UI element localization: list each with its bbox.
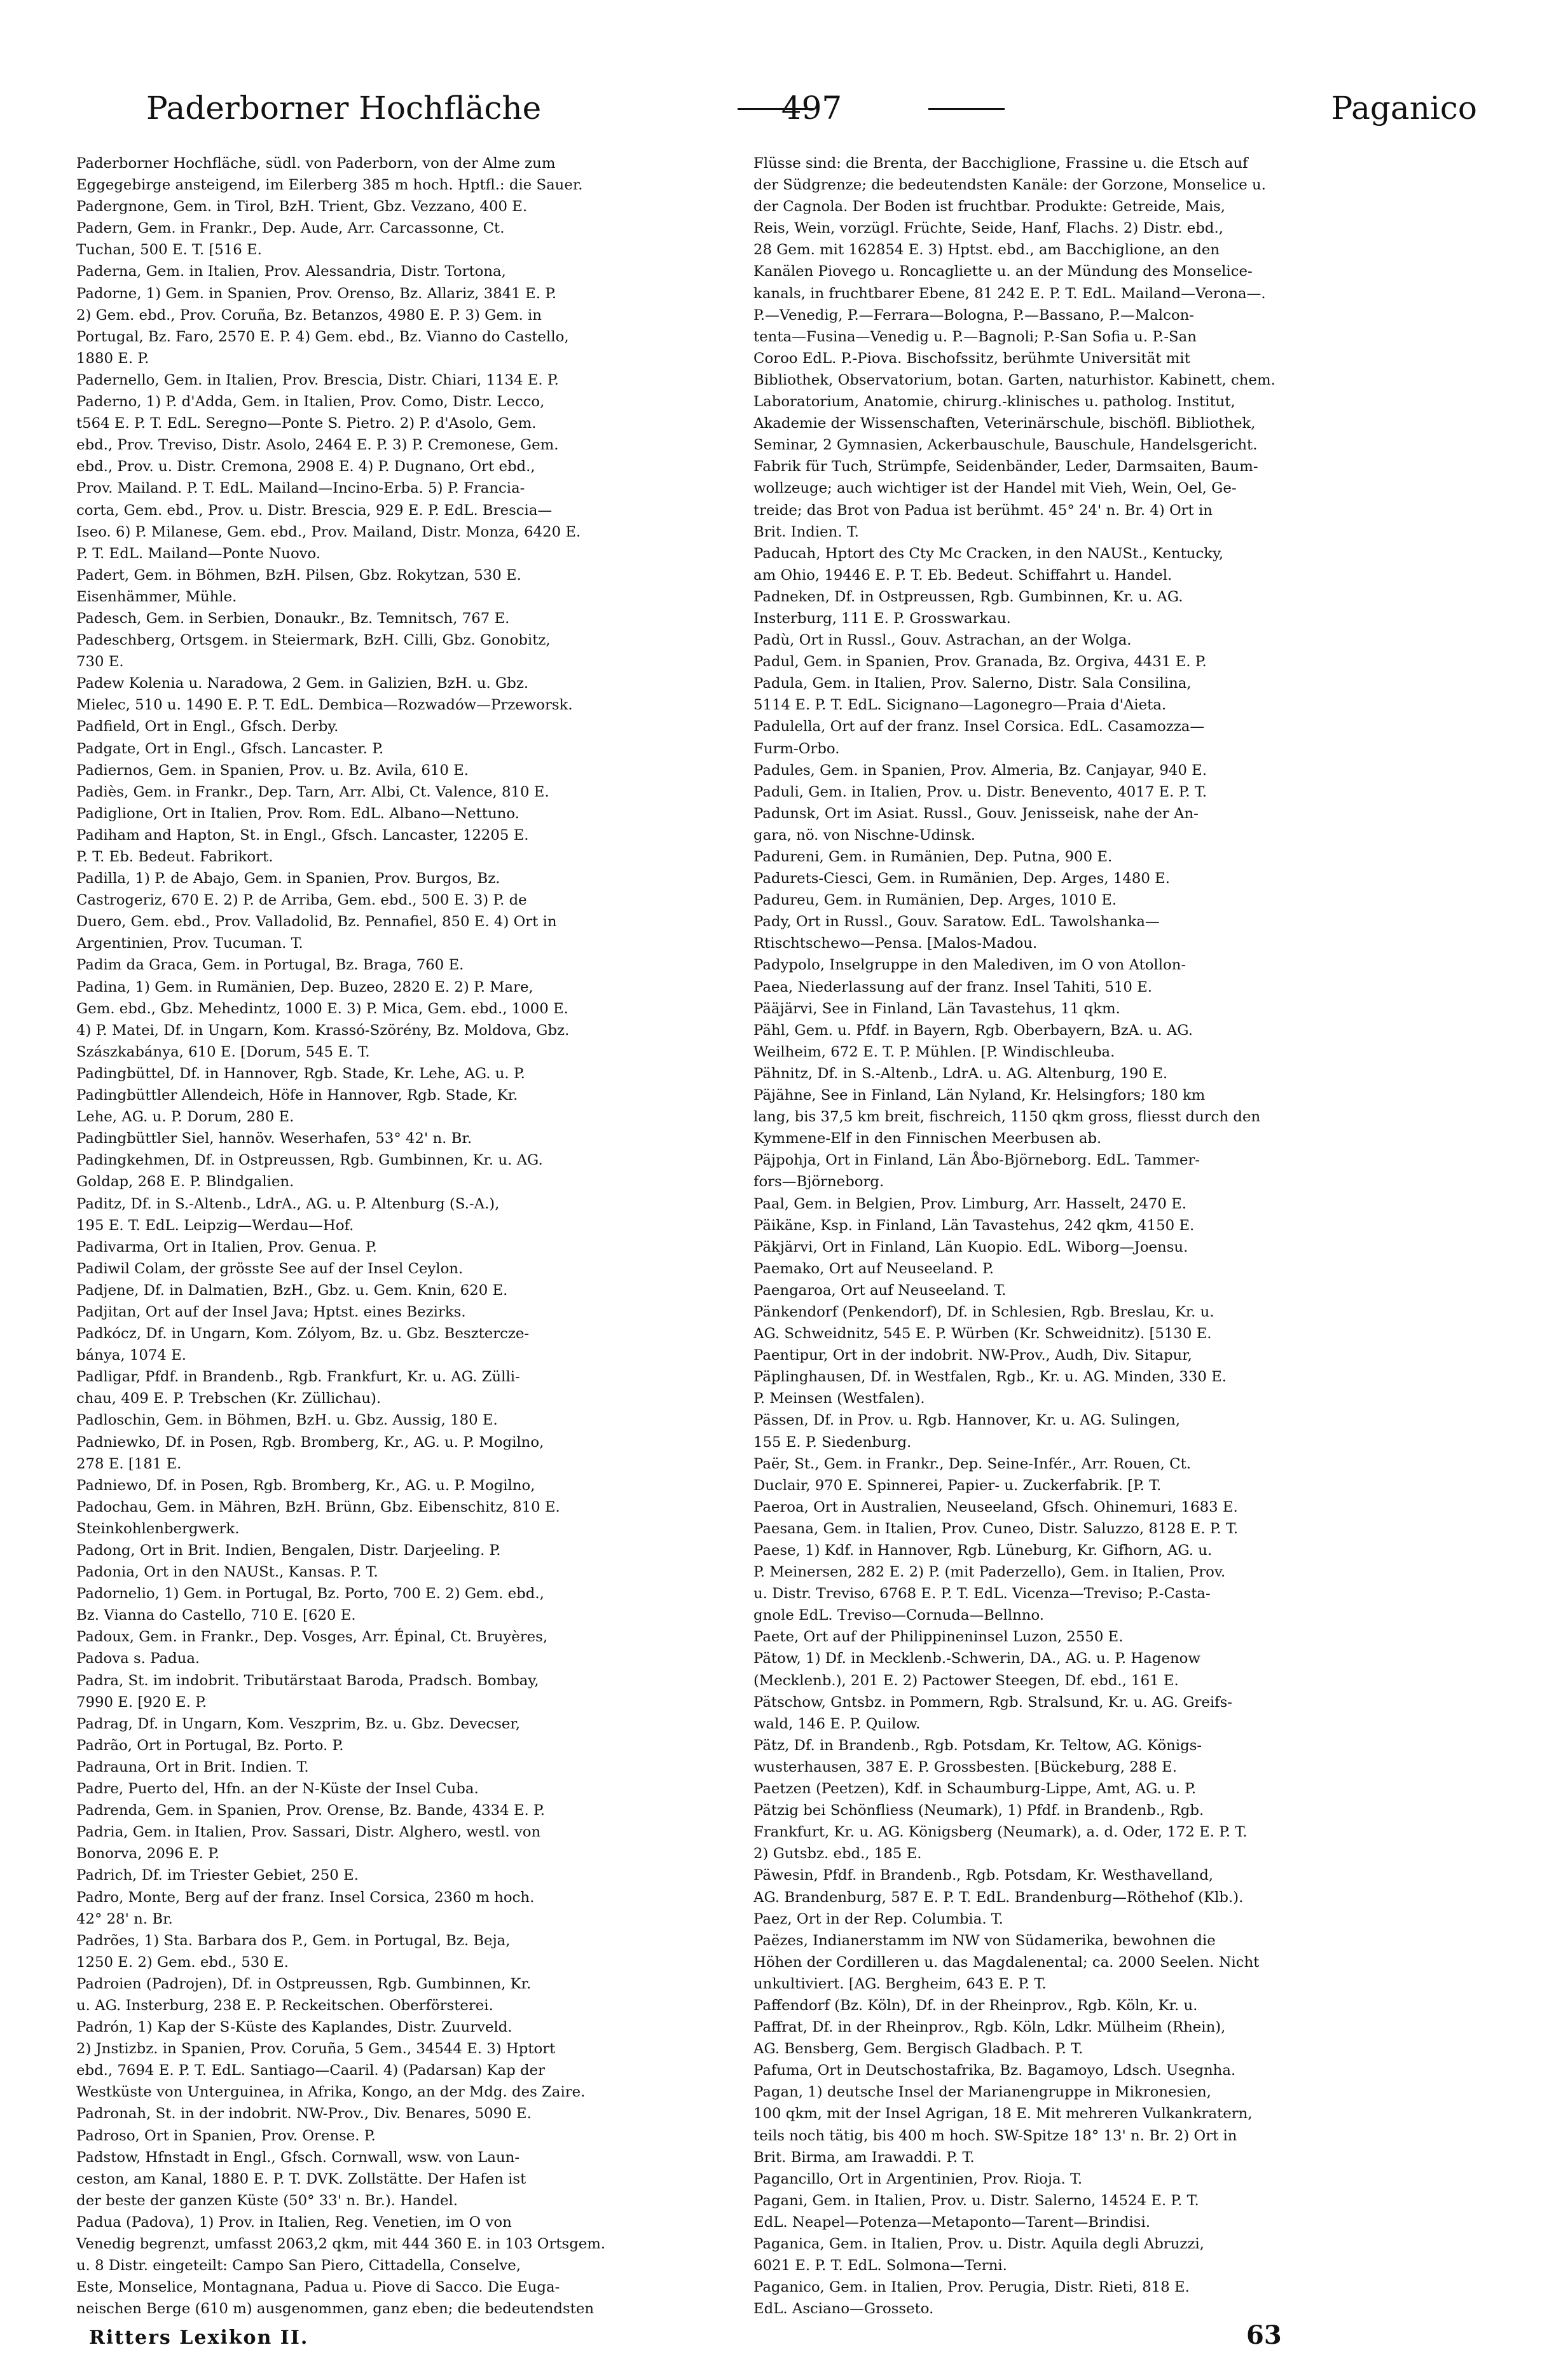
- text-line: ebd., 7694 E. P. T. EdL. Santiago—Caaril. 4) (Padarsan) Kap der: [76, 2062, 545, 2079]
- text-line: Padria, Gem. in Italien, Prov. Sassari, Distr. Alghero, westl. von: [76, 1824, 541, 1841]
- text-line: (Mecklenb.), 201 E. 2) Pactower Steegen, Df. ebd., 161 E.: [753, 1672, 1179, 1689]
- text-line: EdL. Neapel—Potenza—Metaponto—Tarent—Brindisi.: [753, 2213, 1151, 2231]
- text-line: wollzeuge; auch wichtiger ist der Handel mit Vieh, Wein, Oel, Ge-: [753, 480, 1237, 497]
- text-line: Padro, Monte, Berg auf der franz. Insel Corsica, 2360 m hoch.: [76, 1889, 535, 1906]
- text-line: Höhen der Cordilleren u. das Magdalenental; ca. 2000 Seelen. Nicht: [753, 1953, 1260, 1971]
- text-line: 42° 28' n. Br.: [76, 1910, 173, 1927]
- text-line: kanals, in fruchtbarer Ebene, 81 242 E. P. T. EdL. Mailand—Verona—.: [753, 285, 1266, 302]
- text-line: Padules, Gem. in Spanien, Prov. Almeria, Bz. Canjayar, 940 E.: [753, 762, 1207, 779]
- text-line: Pätz, Df. in Brandenb., Rgb. Potsdam, Kr. Teltow, AG. Königs-: [753, 1737, 1202, 1754]
- text-line: Pagancillo, Ort in Argentinien, Prov. Rioja. T.: [753, 2170, 1083, 2187]
- text-line: der Südgrenze; die bedeutendsten Kanäle: der Gorzone, Monselice u.: [753, 177, 1266, 194]
- text-line: AG. Schweidnitz, 545 E. P. Würben (Kr. Schweidnitz). [5130 E.: [753, 1325, 1212, 1343]
- text-line: tenta—Fusina—Venedig u. P.—Bagnoli; P.-San Sofia u. P.-San: [753, 328, 1197, 345]
- text-line: 28 Gem. mit 162854 E. 3) Hptst. ebd., am Bacchiglione, an den: [753, 242, 1220, 259]
- text-line: 1250 E. 2) Gem. ebd., 530 E.: [76, 1953, 289, 1971]
- text-line: Pätzig bei Schönfliess (Neumark), 1) Pfdf. in Brandenb., Rgb.: [753, 1802, 1204, 1819]
- text-line: Padim da Graca, Gem. in Portugal, Bz. Braga, 760 E.: [76, 957, 464, 974]
- text-line: Paete, Ort auf der Philippineninsel Luzon, 2550 E.: [753, 1629, 1124, 1646]
- footer-sheet-number: 63: [1246, 2320, 1282, 2350]
- text-line: Päikäne, Ksp. in Finland, Län Tavastehus, 242 qkm, 4150 E.: [753, 1217, 1195, 1234]
- text-line: u. Distr. Treviso, 6768 E. P. T. EdL. Vicenza—Treviso; P.-Casta-: [753, 1585, 1211, 1603]
- text-line: wusterhausen, 387 E. P. Grossbesten. [Bückeburg, 288 E.: [753, 1758, 1178, 1775]
- text-line: Padiès, Gem. in Frankr., Dep. Tarn, Arr. Albi, Ct. Valence, 810 E.: [76, 783, 549, 800]
- text-line: Padulella, Ort auf der franz. Insel Corsica. EdL. Casamozza—: [753, 718, 1205, 735]
- text-line: Brit. Birma, am Irawaddi. P. T.: [753, 2149, 975, 2166]
- text-line: P. Meinersen, 282 E. 2) P. (mit Paderzello), Gem. in Italien, Prov.: [753, 1564, 1226, 1581]
- text-line: 155 E. P. Siedenburg.: [753, 1433, 912, 1451]
- text-line: Iseo. 6) P. Milanese, Gem. ebd., Prov. Mailand, Distr. Monza, 6420 E.: [76, 523, 581, 540]
- text-line: gara, nö. von Nischne-Udinsk.: [753, 826, 975, 844]
- text-line: der beste der ganzen Küste (50° 33' n. Br.). Handel.: [76, 2192, 458, 2209]
- text-line: Padova s. Padua.: [76, 1650, 200, 1667]
- text-line: Padilla, 1) P. de Abajo, Gem. in Spanien, Prov. Burgos, Bz.: [76, 870, 500, 887]
- text-line: corta, Gem. ebd., Prov. u. Distr. Brescia, 929 E. P. EdL. Brescia—: [76, 502, 553, 519]
- text-line: Paditz, Df. in S.-Altenb., LdrA., AG. u. P. Altenburg (S.-A.),: [76, 1195, 500, 1212]
- text-line: Duclair, 970 E. Spinnerei, Papier- u. Zuckerfabrik. [P. T.: [753, 1477, 1162, 1494]
- text-line: Laboratorium, Anatomie, chirurg.-klinisches u. patholog. Institut,: [753, 393, 1235, 411]
- text-line: ceston, am Kanal, 1880 E. P. T. DVK. Zollstätte. Der Hafen ist: [76, 2170, 526, 2187]
- text-line: Padgate, Ort in Engl., Gfsch. Lancaster. P.: [76, 740, 384, 757]
- text-line: Padina, 1) Gem. in Rumänien, Dep. Buzeo, 2820 E. 2) P. Mare,: [76, 978, 533, 995]
- text-line: 278 E. [181 E.: [76, 1455, 182, 1472]
- text-line: Padernello, Gem. in Italien, Prov. Brescia, Distr. Chiari, 1134 E. P.: [76, 371, 559, 388]
- text-line: Kanälen Piovego u. Roncagliette u. an der Mündung des Monselice-: [753, 263, 1253, 280]
- text-line: Padniewko, Df. in Posen, Rgb. Bromberg, Kr., AG. u. P. Mogilno,: [76, 1433, 544, 1451]
- page-header: [146, 83, 1477, 140]
- text-line: Padong, Ort in Brit. Indien, Bengalen, Distr. Darjeeling. P.: [76, 1542, 501, 1559]
- footer-signature: Ritters Lexikon II.: [89, 2327, 309, 2349]
- text-line: Bonorva, 2096 E. P.: [76, 1845, 220, 1863]
- text-line: Paganica, Gem. in Italien, Prov. u. Distr. Aquila degli Abruzzi,: [753, 2236, 1204, 2252]
- text-line: t564 E. P. T. EdL. Seregno—Ponte S. Pietro. 2) P. d'Asolo, Gem.: [76, 415, 537, 432]
- text-line: Padrauna, Ort in Brit. Indien. T.: [76, 1758, 309, 1775]
- text-line: Steinkohlenbergwerk.: [76, 1520, 240, 1537]
- text-line: Padul, Gem. in Spanien, Prov. Granada, Bz. Orgiva, 4431 E. P.: [753, 653, 1207, 671]
- text-line: Padkócz, Df. in Ungarn, Kom. Zólyom, Bz. u. Gbz. Besztercze-: [76, 1325, 530, 1343]
- text-line: Paderborner Hochfläche, südl. von Paderborn, von der Alme zum: [76, 155, 556, 172]
- text-line: Paëzes, Indianerstamm im NW von Südamerika, bewohnen die: [753, 1932, 1216, 1949]
- text-line: Pätschow, Gntsbz. in Pommern, Rgb. Stralsund, Kr. u. AG. Greifs-: [753, 1693, 1232, 1711]
- text-line: Padingbüttler Allendeich, Höfe in Hannover, Rgb. Stade, Kr.: [76, 1087, 518, 1104]
- text-line: neischen Berge (610 m) ausgenommen, ganz eben; die bedeutendsten: [76, 2301, 595, 2318]
- text-line: Padiwil Colam, der grösste See auf der Insel Ceylon.: [76, 1260, 464, 1277]
- text-line: Päkjärvi, Ort in Finland, Län Kuopio. EdL. Wiborg—Joensu.: [753, 1238, 1188, 1255]
- header-left-keyword: Paderborner Hochfläche: [146, 90, 542, 127]
- text-line: Padniewo, Df. in Posen, Rgb. Bromberg, Kr., AG. u. P. Mogilno,: [76, 1477, 535, 1494]
- text-line: Padew Kolenia u. Naradowa, 2 Gem. in Galizien, BzH. u. Gbz.: [76, 675, 529, 692]
- text-line: Päplinghausen, Df. in Westfalen, Rgb., Kr. u. AG. Minden, 330 E.: [753, 1369, 1227, 1386]
- text-line: Insterburg, 111 E. P. Grosswarkau.: [753, 610, 1011, 627]
- text-line: 5114 E. P. T. EdL. Sicignano—Lagonegro—Praia d'Aieta.: [753, 697, 1167, 714]
- text-line: Padrões, 1) Sta. Barbara dos P., Gem. in Portugal, Bz. Beja,: [76, 1932, 511, 1949]
- text-line: Padroien (Padrojen), Df. in Ostpreussen, Rgb. Gumbinnen, Kr.: [76, 1975, 532, 1992]
- text-line: Eisenhämmer, Mühle.: [76, 588, 237, 605]
- text-line: Padua (Padova), 1) Prov. in Italien, Reg. Venetien, im O von: [76, 2213, 512, 2231]
- text-line: Kymmene-Elf in den Finnischen Meerbusen ab.: [753, 1130, 1102, 1147]
- text-line: Padstow, Hfnstadt in Engl., Gfsch. Cornwall, wsw. von Laun-: [76, 2149, 520, 2166]
- text-line: am Ohio, 19446 E. P. T. Eb. Bedeut. Schiffahrt u. Handel.: [753, 566, 1172, 584]
- text-line: Paese, 1) Kdf. in Hannover, Rgb. Lüneburg, Kr. Gifhorn, AG. u.: [753, 1542, 1213, 1559]
- text-line: P.—Venedig, P.—Ferrara—Bologna, P.—Bassano, P.—Malcon-: [753, 306, 1194, 324]
- text-line: Padonia, Ort in den NAUSt., Kansas. P. T.: [76, 1564, 378, 1581]
- text-line: Padrich, Df. im Triester Gebiet, 250 E.: [76, 1867, 359, 1884]
- text-line: 2) Jnstizbz. in Spanien, Prov. Coruña, 5 Gem., 34544 E. 3) Hptort: [76, 2041, 556, 2058]
- text-line: treide; das Brot von Padua ist berühmt. 45° 24' n. Br. 4) Ort in: [753, 502, 1213, 519]
- text-line: Padochau, Gem. in Mähren, BzH. Brünn, Gbz. Eibenschitz, 810 E.: [76, 1498, 560, 1515]
- text-line: Padra, St. im indobrit. Tributärstaat Baroda, Pradsch. Bombay,: [76, 1672, 539, 1689]
- text-line: Paemako, Ort auf Neuseeland. P.: [753, 1260, 994, 1277]
- text-line: Padypolo, Inselgruppe in den Malediven, im O von Atollon-: [753, 957, 1186, 974]
- text-line: teils noch tätig, bis 400 m hoch. SW-Spitze 18° 13' n. Br. 2) Ort in: [753, 2127, 1237, 2144]
- text-line: Pääjärvi, See in Finland, Län Tavastehus, 11 qkm.: [753, 1000, 1120, 1017]
- text-line: Padingbüttler Siel, hannöv. Weserhafen, 53° 42' n. Br.: [76, 1130, 472, 1147]
- text-line: Weilheim, 672 E. T. P. Mühlen. [P. Windischleuba.: [753, 1043, 1115, 1060]
- text-line: chau, 409 E. P. Trebschen (Kr. Züllichau).: [76, 1390, 382, 1407]
- text-line: EdL. Asciano—Grosseto.: [753, 2301, 934, 2318]
- text-line: Padligar, Pfdf. in Brandenb., Rgb. Frankfurt, Kr. u. AG. Zülli-: [76, 1369, 520, 1386]
- text-line: Frankfurt, Kr. u. AG. Königsberg (Neumark), a. d. Oder, 172 E. P. T.: [753, 1824, 1248, 1841]
- text-line: Szászkabánya, 610 E. [Dorum, 545 E. T.: [76, 1043, 370, 1060]
- text-line: Padiham and Hapton, St. in Engl., Gfsch. Lancaster, 12205 E.: [76, 826, 529, 844]
- text-line: Tuchan, 500 E. T. [516 E.: [76, 242, 262, 259]
- text-line: ebd., Prov. u. Distr. Cremona, 2908 E. 4) P. Dugnano, Ort ebd.,: [76, 458, 535, 475]
- text-line: Pady, Ort in Russl., Gouv. Saratow. EdL. Tawolshanka—: [753, 913, 1160, 931]
- text-line: Padureu, Gem. in Rumänien, Dep. Arges, 1010 E.: [753, 892, 1117, 909]
- text-line: Lehe, AG. u. P. Dorum, 280 E.: [76, 1109, 294, 1126]
- text-line: Paderno, 1) P. d'Adda, Gem. in Italien, Prov. Como, Distr. Lecco,: [76, 393, 545, 411]
- text-line: ebd., Prov. Treviso, Distr. Asolo, 2464 E. P. 3) P. Cremonese, Gem.: [76, 437, 559, 454]
- text-line: Padrenda, Gem. in Spanien, Prov. Orense, Bz. Bande, 4334 E. P.: [76, 1802, 546, 1819]
- text-line: 1880 E. P.: [76, 350, 149, 367]
- text-line: Päwesin, Pfdf. in Brandenb., Rgb. Potsdam, Kr. Westhavelland,: [753, 1867, 1214, 1884]
- text-line: Pässen, Df. in Prov. u. Rgb. Hannover, Kr. u. AG. Sulingen,: [753, 1412, 1181, 1429]
- text-line: 195 E. T. EdL. Leipzig—Werdau—Hof.: [76, 1217, 354, 1234]
- header-dash-right: [928, 108, 1005, 110]
- text-line: Padiglione, Ort in Italien, Prov. Rom. EdL. Albano—Nettuno.: [76, 805, 519, 822]
- text-line: Paduli, Gem. in Italien, Prov. u. Distr. Benevento, 4017 E. P. T.: [753, 783, 1207, 800]
- text-line: Paffendorf (Bz. Köln), Df. in der Rheinprov., Rgb. Köln, Kr. u.: [753, 1997, 1198, 2014]
- text-line: Padivarma, Ort in Italien, Prov. Genua. P.: [76, 1238, 377, 1255]
- text-line: Padert, Gem. in Böhmen, BzH. Pilsen, Gbz. Rokytzan, 530 E.: [76, 566, 521, 584]
- text-line: lang, bis 37,5 km breit, fischreich, 1150 qkm gross, fliesst durch den: [753, 1109, 1261, 1126]
- text-line: Padrag, Df. in Ungarn, Kom. Veszprim, Bz. u. Gbz. Devecser,: [76, 1715, 521, 1732]
- left-column: [76, 153, 718, 2320]
- text-line: bánya, 1074 E.: [76, 1347, 186, 1364]
- text-line: der Cagnola. Der Boden ist fruchtbar. Produkte: Getreide, Mais,: [753, 198, 1226, 215]
- page-number: 497: [781, 90, 842, 127]
- text-line: Padneken, Df. in Ostpreussen, Rgb. Gumbinnen, Kr. u. AG.: [753, 588, 1183, 605]
- text-line: Pätow, 1) Df. in Mecklenb.-Schwerin, DA., AG. u. P. Hagenow: [753, 1650, 1200, 1667]
- text-line: Este, Monselice, Montagnana, Padua u. Piove di Sacco. Die Euga-: [76, 2279, 560, 2296]
- text-line: Argentinien, Prov. Tucuman. T.: [76, 935, 303, 952]
- text-line: 2) Gem. ebd., Prov. Coruña, Bz. Betanzos, 4980 E. P. 3) Gem. in: [76, 306, 542, 324]
- text-line: 730 E.: [76, 653, 124, 671]
- text-line: Pähl, Gem. u. Pfdf. in Bayern, Rgb. Oberbayern, BzA. u. AG.: [753, 1022, 1193, 1039]
- text-line: Furm-Orbo.: [753, 740, 840, 757]
- text-line: Padeschberg, Ortsgem. in Steiermark, BzH. Cilli, Gbz. Gonobitz,: [76, 632, 551, 649]
- text-line: Padergnone, Gem. in Tirol, BzH. Trient, Gbz. Vezzano, 400 E.: [76, 198, 528, 215]
- text-line: unkultiviert. [AG. Bergheim, 643 E. P. T.: [753, 1975, 1047, 1992]
- text-line: Pähnitz, Df. in S.-Altenb., LdrA. u. AG. Altenburg, 190 E.: [753, 1065, 1168, 1082]
- text-line: Padronah, St. in der indobrit. NW-Prov., Div. Benares, 5090 E.: [76, 2105, 532, 2123]
- text-line: Pänkendorf (Penkendorf), Df. in Schlesien, Rgb. Breslau, Kr. u.: [753, 1303, 1214, 1320]
- text-line: Padurets-Ciesci, Gem. in Rumänien, Dep. Arges, 1480 E.: [753, 870, 1170, 887]
- text-line: Fabrik für Tuch, Strümpfe, Seidenbänder, Leder, Darmsaiten, Baum-: [753, 458, 1258, 475]
- text-line: u. AG. Insterburg, 238 E. P. Reckeitschen. Oberförsterei.: [76, 1997, 493, 2014]
- text-line: Padureni, Gem. in Rumänien, Dep. Putna, 900 E.: [753, 849, 1113, 865]
- text-line: Duero, Gem. ebd., Prov. Valladolid, Bz. Pennafiel, 850 E. 4) Ort in: [76, 913, 557, 931]
- text-line: Pafuma, Ort in Deutschostafrika, Bz. Bagamoyo, Ldsch. Usegnha.: [753, 2062, 1236, 2079]
- text-line: P. T. Eb. Bedeut. Fabrikort.: [76, 849, 273, 865]
- text-line: 6021 E. P. T. EdL. Solmona—Terni.: [753, 2257, 1007, 2274]
- text-line: Paducah, Hptort des Cty Mc Cracken, in den NAUSt., Kentucky,: [753, 545, 1224, 562]
- text-line: Padù, Ort in Russl., Gouv. Astrachan, an der Wolga.: [753, 632, 1132, 649]
- text-line: Paetzen (Peetzen), Kdf. in Schaumburg-Lippe, Amt, AG. u. P.: [753, 1781, 1197, 1798]
- text-line: Prov. Mailand. P. T. EdL. Mailand—Incino-Erba. 5) P. Francia-: [76, 480, 525, 497]
- text-line: Paal, Gem. in Belgien, Prov. Limburg, Arr. Hasselt, 2470 E.: [753, 1195, 1187, 1212]
- text-line: Paër, St., Gem. in Frankr., Dep. Seine-Infér., Arr. Rouen, Ct.: [753, 1455, 1191, 1472]
- text-line: Venedig begrenzt, umfasst 2063,2 qkm, mit 444 360 E. in 103 Ortsgem.: [76, 2236, 606, 2252]
- text-line: Padern, Gem. in Frankr., Dep. Aude, Arr. Carcassonne, Ct.: [76, 220, 505, 237]
- text-line: fors—Björneborg.: [753, 1173, 884, 1191]
- text-line: Paganico, Gem. in Italien, Prov. Perugia, Distr. Rieti, 818 E.: [753, 2279, 1190, 2296]
- text-line: Pagan, 1) deutsche Insel der Marianengruppe in Mikronesien,: [753, 2084, 1211, 2101]
- text-line: 100 qkm, mit der Insel Agrigan, 18 E. Mit mehreren Vulkankratern,: [753, 2105, 1253, 2123]
- text-line: Rtischtschewo—Pensa. [Malos-Madou.: [753, 935, 1038, 952]
- right-column: [753, 153, 1396, 2320]
- text-line: Padre, Puerto del, Hfn. an der N-Küste der Insel Cuba.: [76, 1781, 479, 1798]
- text-line: Mielec, 510 u. 1490 E. P. T. EdL. Dembica—Rozwadów—Przeworsk.: [76, 697, 573, 714]
- text-line: Padrón, 1) Kap der S-Küste des Kaplandes, Distr. Zuurveld.: [76, 2019, 512, 2036]
- text-line: Westküste von Unterguinea, in Afrika, Kongo, an der Mdg. des Zaire.: [76, 2084, 586, 2101]
- text-line: Flüsse sind: die Brenta, der Bacchiglione, Frassine u. die Etsch auf: [753, 155, 1248, 172]
- header-right-keyword: Paganico: [1331, 90, 1477, 127]
- text-line: Padjene, Df. in Dalmatien, BzH., Gbz. u. Gem. Knin, 620 E.: [76, 1282, 508, 1299]
- text-line: gnole EdL. Treviso—Cornuda—Bellnno.: [753, 1607, 1045, 1624]
- text-line: Padula, Gem. in Italien, Prov. Salerno, Distr. Sala Consilina,: [753, 675, 1192, 692]
- text-line: 7990 E. [920 E. P.: [76, 1693, 207, 1711]
- text-line: Päjpohja, Ort in Finland, Län Åbo-Björneborg. EdL. Tammer-: [753, 1152, 1200, 1169]
- text-line: Reis, Wein, vorzügl. Früchte, Seide, Hanf, Flachs. 2) Distr. ebd.,: [753, 220, 1223, 237]
- text-line: Paeroa, Ort in Australien, Neuseeland, Gfsch. Ohinemuri, 1683 E.: [753, 1498, 1238, 1515]
- text-line: Paentipur, Ort in der indobrit. NW-Prov., Audh, Div. Sitapur,: [753, 1347, 1192, 1364]
- text-line: Goldap, 268 E. P. Blindgalien.: [76, 1173, 294, 1191]
- text-line: Padingkehmen, Df. in Ostpreussen, Rgb. Gumbinnen, Kr. u. AG.: [76, 1152, 543, 1169]
- text-line: Paea, Niederlassung auf der franz. Insel Tahiti, 510 E.: [753, 978, 1152, 995]
- text-line: Padoux, Gem. in Frankr., Dep. Vosges, Arr. Épinal, Ct. Bruyères,: [76, 1629, 548, 1646]
- text-line: Padfield, Ort in Engl., Gfsch. Derby.: [76, 718, 339, 735]
- text-line: AG. Bensberg, Gem. Bergisch Gladbach. P. T.: [753, 2041, 1083, 2058]
- text-line: Seminar, 2 Gymnasien, Ackerbauschule, Bauschule, Handelsgericht.: [753, 437, 1258, 454]
- text-line: Bz. Vianna do Castello, 710 E. [620 E.: [76, 1607, 356, 1624]
- text-line: Paderna, Gem. in Italien, Prov. Alessandria, Distr. Tortona,: [76, 263, 506, 280]
- text-line: P. T. EdL. Mailand—Ponte Nuovo.: [76, 545, 321, 562]
- text-line: Coroo EdL. P.-Piova. Bischofssitz, berühmte Universität mit: [753, 350, 1190, 367]
- text-line: Gem. ebd., Gbz. Mehedintz, 1000 E. 3) P. Mica, Gem. ebd., 1000 E.: [76, 1000, 568, 1017]
- text-line: Padunsk, Ort im Asiat. Russl., Gouv. Jenisseisk, nahe der An-: [753, 805, 1199, 822]
- text-line: Padorne, 1) Gem. in Spanien, Prov. Orenso, Bz. Allariz, 3841 E. P.: [76, 285, 557, 302]
- text-line: Padroso, Ort in Spanien, Prov. Orense. P.: [76, 2127, 376, 2144]
- text-line: 4) P. Matei, Df. in Ungarn, Kom. Krassó-Szörény, Bz. Moldova, Gbz.: [76, 1022, 570, 1039]
- text-line: Padiernos, Gem. in Spanien, Prov. u. Bz. Avila, 610 E.: [76, 762, 469, 779]
- text-line: Castrogeriz, 670 E. 2) P. de Arriba, Gem. ebd., 500 E. 3) P. de: [76, 892, 527, 909]
- text-line: P. Meinsen (Westfalen).: [753, 1390, 925, 1407]
- text-line: Padrão, Ort in Portugal, Bz. Porto. P.: [76, 1737, 344, 1754]
- text-line: Pagani, Gem. in Italien, Prov. u. Distr. Salerno, 14524 E. P. T.: [753, 2192, 1199, 2209]
- text-line: Paengaroa, Ort auf Neuseeland. T.: [753, 1282, 1007, 1299]
- text-line: Paesana, Gem. in Italien, Prov. Cuneo, Distr. Saluzzo, 8128 E. P. T.: [753, 1520, 1239, 1537]
- text-line: Padornelio, 1) Gem. in Portugal, Bz. Porto, 700 E. 2) Gem. ebd.,: [76, 1585, 544, 1603]
- text-line: Portugal, Bz. Faro, 2570 E. P. 4) Gem. ebd., Bz. Vianno do Castello,: [76, 328, 569, 345]
- text-line: Paez, Ort in der Rep. Columbia. T.: [753, 1910, 1003, 1927]
- text-line: Paffrat, Df. in der Rheinprov., Rgb. Köln, Ldkr. Mülheim (Rhein),: [753, 2019, 1226, 2036]
- text-line: Padjitan, Ort auf der Insel Java; Hptst. eines Bezirks.: [76, 1303, 466, 1320]
- text-line: 2) Gutsbz. ebd., 185 E.: [753, 1845, 922, 1863]
- text-line: Bibliothek, Observatorium, botan. Garten, naturhistor. Kabinett, chem.: [753, 371, 1275, 388]
- text-line: Padesch, Gem. in Serbien, Donaukr., Bz. Temnitsch, 767 E.: [76, 610, 510, 627]
- text-line: wald, 146 E. P. Quilow.: [753, 1715, 921, 1732]
- text-line: Akademie der Wissenschaften, Veterinärschule, bischöfl. Bibliothek,: [753, 415, 1256, 432]
- text-line: Padloschin, Gem. in Böhmen, BzH. u. Gbz. Aussig, 180 E.: [76, 1412, 498, 1429]
- text-line: Päjähne, See in Finland, Län Nyland, Kr. Helsingfors; 180 km: [753, 1087, 1206, 1104]
- text-line: u. 8 Distr. eingeteilt: Campo San Piero, Cittadella, Conselve,: [76, 2257, 521, 2274]
- text-line: Padingbüttel, Df. in Hannover, Rgb. Stade, Kr. Lehe, AG. u. P.: [76, 1065, 525, 1082]
- text-line: Brit. Indien. T.: [753, 523, 859, 540]
- text-line: AG. Brandenburg, 587 E. P. T. EdL. Brandenburg—Röthehof (Klb.).: [753, 1889, 1244, 1906]
- text-line: Eggegebirge ansteigend, im Eilerberg 385 m hoch. Hptfl.: die Sauer.: [76, 177, 583, 194]
